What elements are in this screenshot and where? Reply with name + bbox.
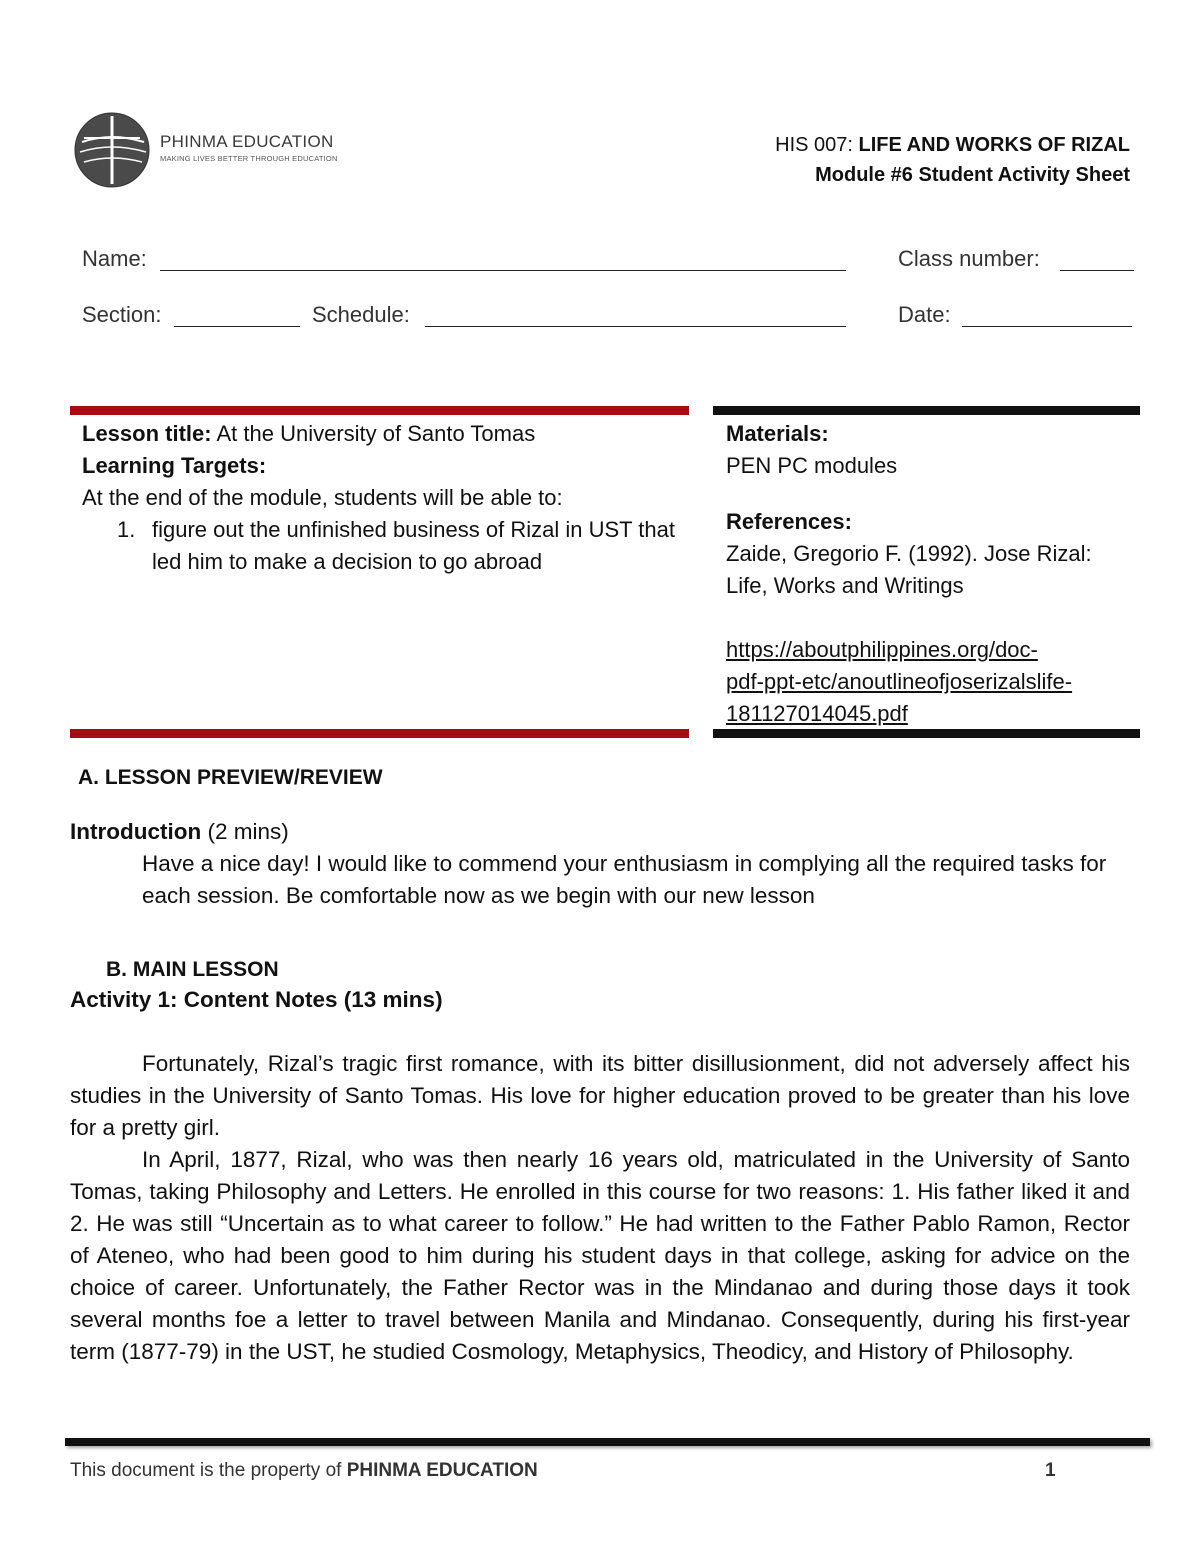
date-label: Date:	[898, 302, 951, 327]
references-label: References:	[726, 509, 852, 534]
introduction	[70, 816, 1132, 912]
course-line	[775, 130, 1130, 160]
class-number-field[interactable]	[1060, 270, 1134, 271]
list-item-text: figure out the unfinished business of Rizal in UST that led him to make a decision to go abroad	[152, 517, 676, 574]
name-label: Name:	[82, 246, 147, 271]
lesson-box	[82, 418, 682, 578]
schedule-field[interactable]	[425, 326, 846, 327]
name-field[interactable]	[160, 270, 846, 271]
materials-box	[726, 418, 1131, 730]
course-title: LIFE AND WORKS OF RIZAL	[858, 134, 1130, 156]
paragraph-2: In April, 1877, Rizal, who was then nearly 16 years old, matriculated in the University of Santo Tomas, taking Philosophy and Letters. He enrolled in this course for two reasons: 1. His father liked it and 2. He was still “Uncertain as to what career to follow.” He had written to the Father Pablo Ramon, Rector of Ateneo, who had been good to him during his student days in that college, asking for advice on the choice of career. Unfortunately, the Father Rector was in the Mindanao and during those days it took several months foe a letter to travel between Manila and Mindanao. Consequently, during his first-year term (1877-79) in the UST, he studied Cosmology, Metaphysics, Theodicy, and History of Philosophy.	[70, 1147, 1130, 1364]
page-number: 1	[1045, 1460, 1056, 1481]
course-code: HIS 007:	[775, 134, 859, 156]
phinma-globe-icon	[74, 112, 150, 188]
section-label: Section:	[82, 302, 162, 327]
class-number-label: Class number:	[898, 246, 1040, 271]
learning-target-item	[82, 514, 682, 578]
reference-citation: Zaide, Gregorio F. (1992). Jose Rizal: Life, Works and Writings	[726, 541, 1092, 598]
logo-wordmark: PHINMA EDUCATION	[160, 132, 334, 151]
materials-box-bottom-rule	[713, 729, 1140, 738]
reference-link[interactable]: https://aboutphilippines.org/doc- pdf-ppt-etc/anoutlineofjoserizalslife- 181127014045.pdf	[726, 637, 1073, 726]
logo-tagline: MAKING LIVES BETTER THROUGH EDUCATION	[160, 154, 338, 163]
introduction-label: Introduction (2 mins)	[70, 819, 289, 844]
list-number: 1.	[117, 517, 136, 542]
learning-targets-intro: At the end of the module, students will be able to:	[82, 485, 563, 510]
learning-targets-label: Learning Targets:	[82, 453, 267, 478]
lesson-box-top-rule	[70, 406, 689, 415]
footer-rule	[65, 1438, 1150, 1446]
materials-label: Materials:	[726, 421, 829, 446]
section-field[interactable]	[174, 326, 300, 327]
main-lesson-content	[70, 1048, 1130, 1368]
footer-brand: PHINMA EDUCATION	[346, 1460, 538, 1481]
paragraph-1: Fortunately, Rizal’s tragic first romance, with its bitter disillusionment, did not adversely affect his studies in the University of Santo Tomas. His love for higher education proved to be greater than his love for a pretty girl.	[70, 1051, 1130, 1140]
schedule-label: Schedule:	[312, 302, 410, 327]
phinma-logo	[74, 112, 338, 192]
section-a-heading: A. LESSON PREVIEW/REVIEW	[78, 766, 383, 789]
materials-value: PEN PC modules	[726, 453, 898, 478]
lesson-title: Lesson title: At the University of Santo Tomas	[82, 421, 536, 446]
footer-text: This document is the property of PHINMA EDUCATION	[70, 1460, 538, 1481]
materials-box-top-rule	[713, 406, 1140, 415]
date-field[interactable]	[962, 326, 1132, 327]
document-header	[775, 130, 1130, 190]
lesson-box-bottom-rule	[70, 729, 689, 738]
introduction-text: Have a nice day! I would like to commend your enthusiasm in complying all the required tasks for each session. Be comfortable now as we begin with our new lesson	[142, 851, 1107, 908]
section-b-heading: B. MAIN LESSON	[106, 958, 279, 981]
module-line: Module #6 Student Activity Sheet	[815, 164, 1130, 186]
activity-title: Activity 1: Content Notes (13 mins)	[70, 987, 443, 1012]
